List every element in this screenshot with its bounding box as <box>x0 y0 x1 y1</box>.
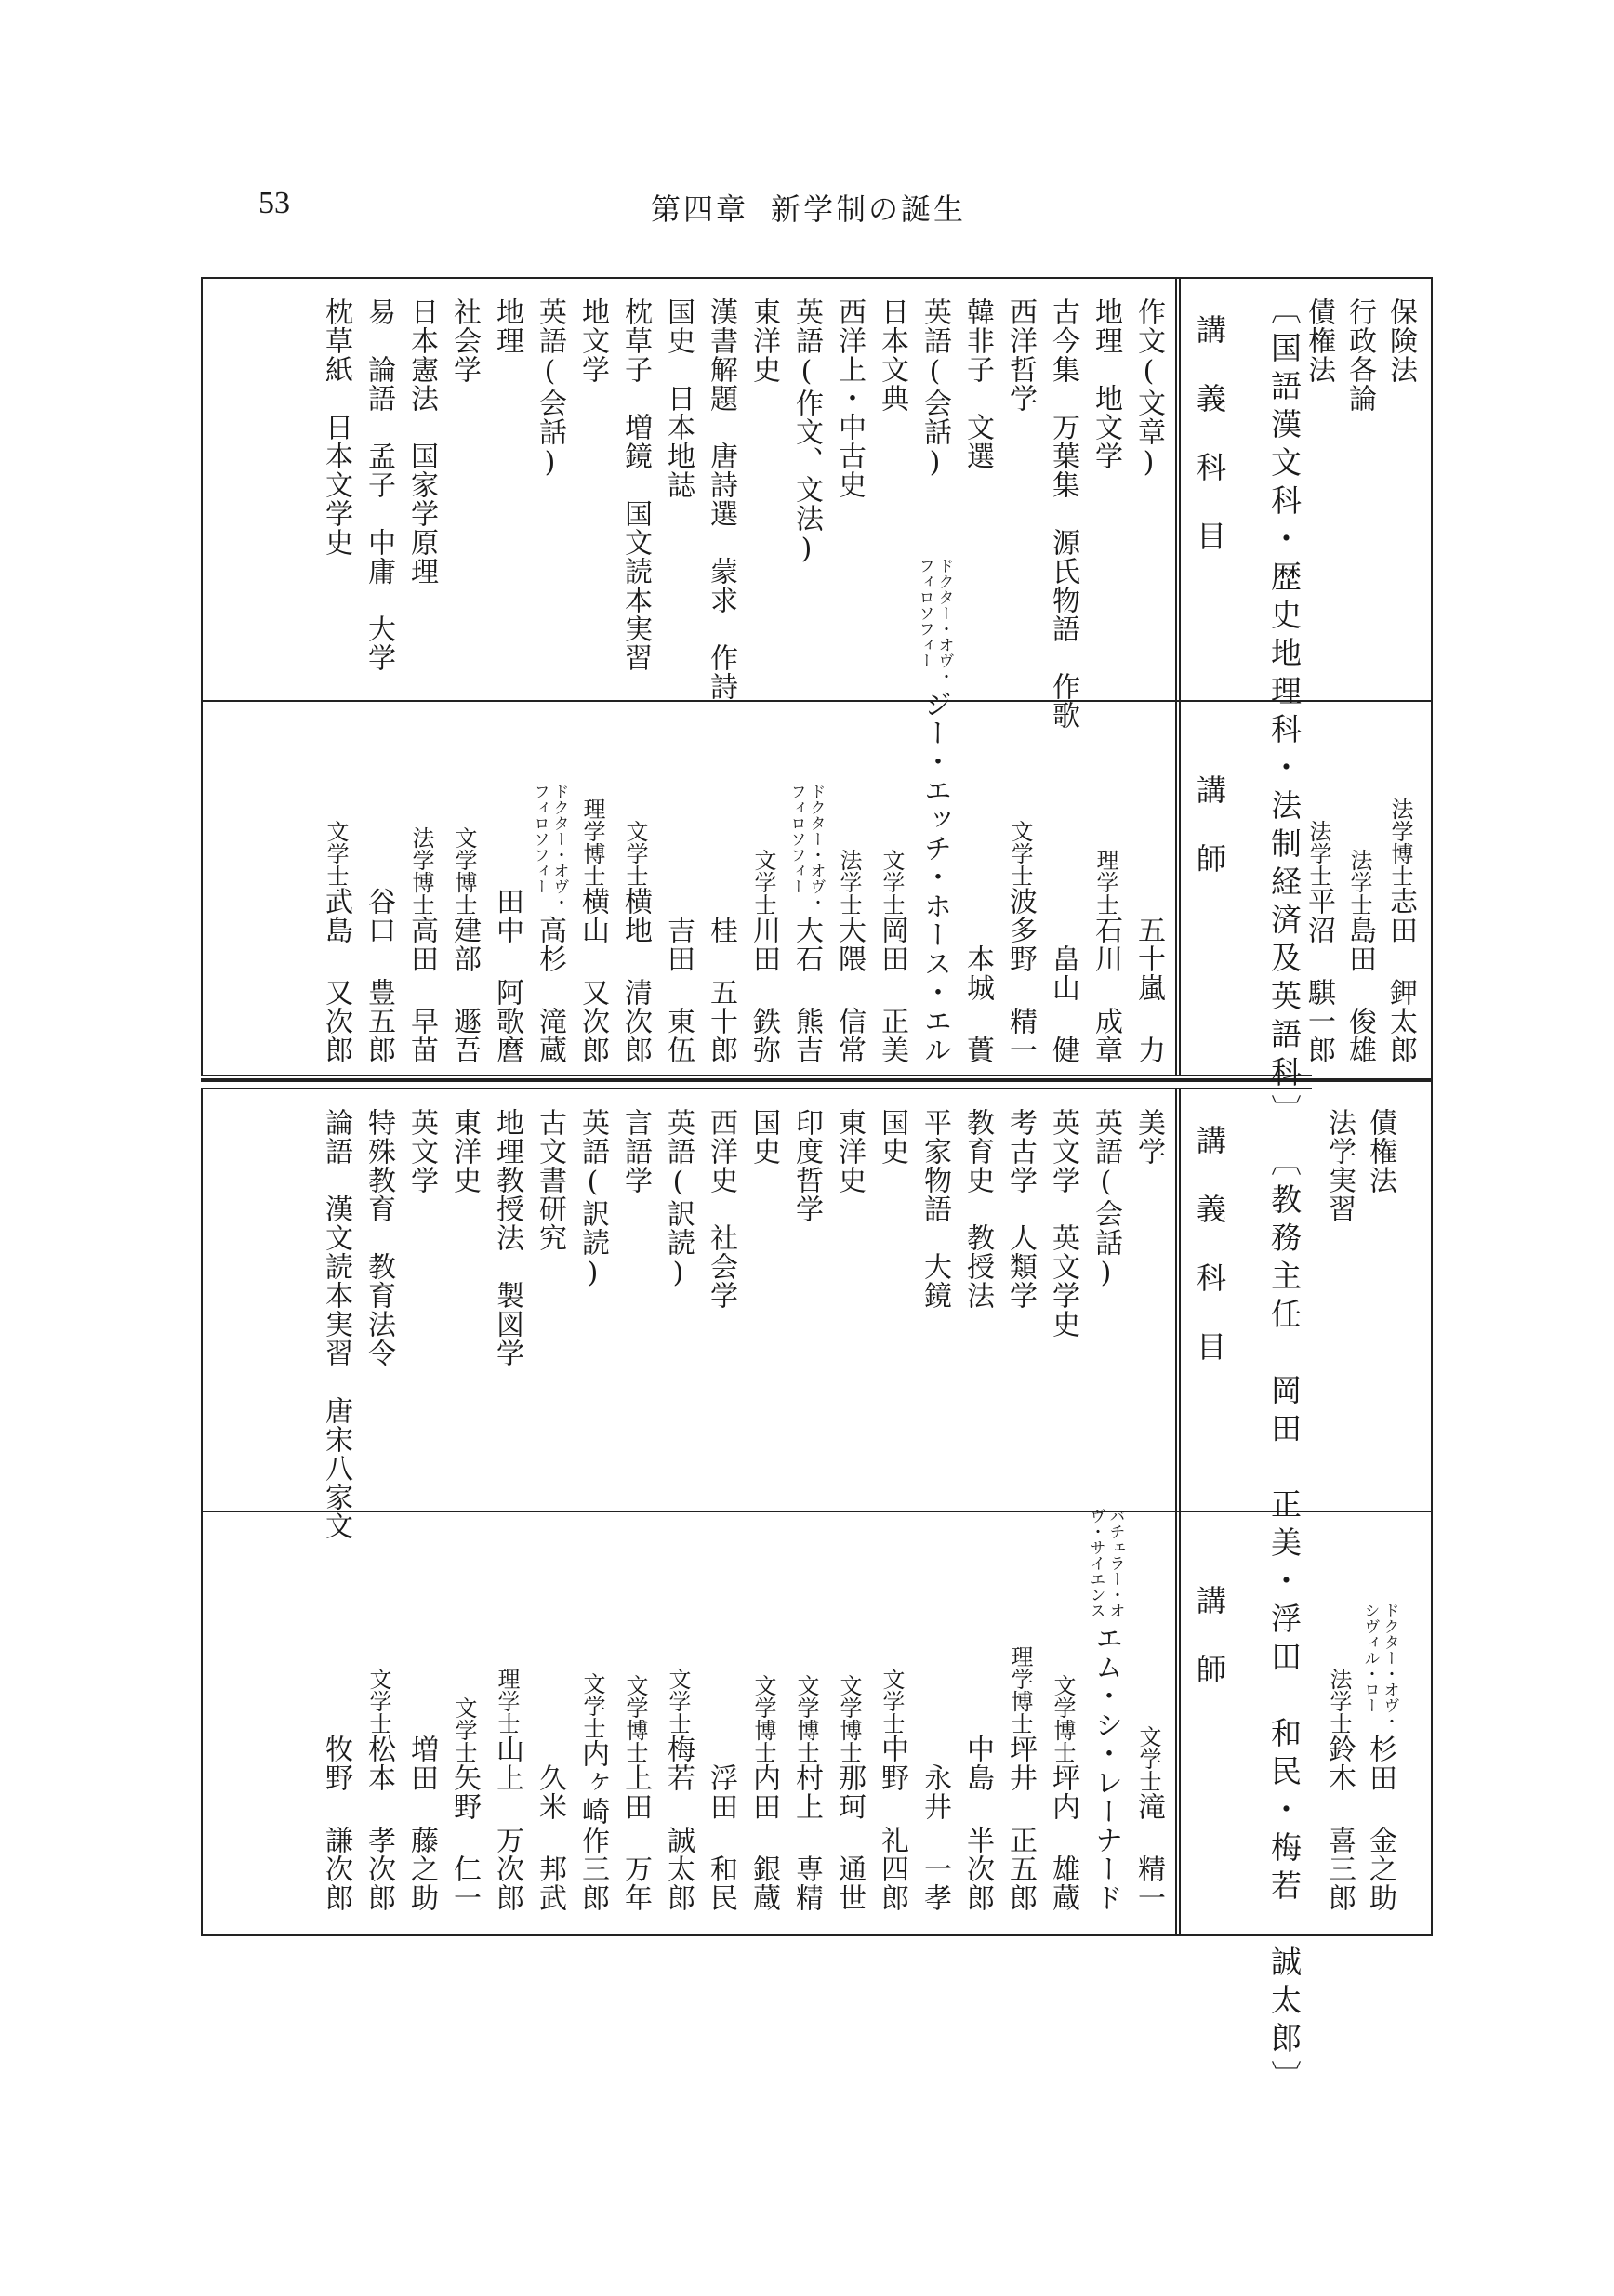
right-block-subject-text: 易 論語 孟子 中庸 大学 <box>363 297 395 672</box>
left-block-name: 梅若 誠太郎 <box>662 1735 695 1912</box>
left-block-subject-text: 論語 漢文読本実習 唐宋八家文 <box>320 1108 352 1540</box>
right-block-teacher <box>999 711 1041 1064</box>
left-block-title: 文学士 <box>365 1668 391 1735</box>
left-block-subject <box>827 1108 870 1194</box>
right-block-subject <box>913 297 956 480</box>
right-block-subject-text: 英語(会話) <box>919 297 951 480</box>
right-block-subject-text: 国史 日本地誌 <box>662 297 695 499</box>
lower-top-subject <box>1317 1108 1360 1223</box>
upper-subjects-header <box>1188 314 1231 589</box>
right-block-subject-text: 枕草子 増鏡 国文読本実習 <box>619 297 652 672</box>
left-block-name: 村上 専精 <box>790 1763 823 1912</box>
lower-top-teacher <box>1358 1522 1401 1912</box>
right-block-title: 文学士 <box>750 849 776 916</box>
left-block-subject <box>785 1108 827 1223</box>
left-block-teacher <box>1127 1522 1170 1912</box>
right-block-subject <box>571 297 614 384</box>
chapter-title: 新学制の誕生 <box>771 191 967 227</box>
right-block-name: 大隈 信常 <box>833 916 866 1064</box>
right-block-subject <box>1084 297 1127 470</box>
left-block-teacher <box>1084 1508 1127 1912</box>
left-block-title: 文学博士 <box>1050 1674 1076 1763</box>
right-block-name: 波多野 精一 <box>1004 887 1037 1064</box>
right-block-name: 建部 遯吾 <box>448 916 481 1064</box>
lower-top-title-line: ドクター・オヴ・ <box>1380 1603 1399 1729</box>
right-block-subject-text: 日本憲法 国家学原理 <box>405 297 438 586</box>
right-block-name: 吉田 東伍 <box>662 916 695 1064</box>
right-block-subject <box>528 297 571 480</box>
left-block-subject <box>999 1108 1041 1310</box>
right-block-name: 高田 早苗 <box>405 916 438 1064</box>
left-block-title: 理学博士 <box>1007 1645 1033 1735</box>
top-block-name: 志田 鉀太郎 <box>1384 887 1417 1064</box>
left-block-subject <box>1084 1108 1127 1290</box>
left-block-title: 理学士 <box>494 1668 520 1735</box>
right-block-title: 文学士 <box>323 820 349 887</box>
right-block-teacher <box>785 711 827 1064</box>
top-block-teacher <box>1338 711 1381 1064</box>
right-block-teacher <box>1041 711 1084 1064</box>
right-block-teacher <box>1127 711 1170 1064</box>
left-block-teacher <box>443 1522 485 1912</box>
right-block-title: 文学士 <box>622 820 648 887</box>
lower-teacher-header <box>1188 1585 1231 1722</box>
left-block-name: 上田 万年 <box>619 1763 652 1912</box>
top-block-name: 平沼 騏一郎 <box>1303 887 1335 1064</box>
right-block-name: 大石 熊吉 <box>790 916 823 1064</box>
right-block-teacher <box>485 711 528 1064</box>
top-block-subject-text: 保険法 <box>1384 297 1417 384</box>
right-block-subject <box>785 297 827 566</box>
right-block-title-pair <box>787 784 826 910</box>
right-block-title-line: ドクター・オヴ・ <box>806 784 826 910</box>
chapter-label: 第四章 <box>651 191 749 227</box>
right-block-subject <box>1127 297 1170 480</box>
left-block-name: 松本 孝次郎 <box>363 1735 395 1912</box>
right-block-subject <box>699 297 742 701</box>
left-block-teacher <box>571 1522 614 1912</box>
half-separator-rule <box>201 1078 1312 1082</box>
left-block-subject-text: 教育史 教授法 <box>961 1108 994 1310</box>
upper-teacher-header <box>1188 774 1231 912</box>
left-block-teacher <box>1041 1522 1084 1912</box>
right-block-title-pair <box>916 558 954 684</box>
left-block-subject-text: 印度哲学 <box>790 1108 823 1223</box>
right-block-subject-text: 西洋哲学 <box>1004 297 1037 413</box>
right-block-name: 横地 清次郎 <box>619 887 652 1064</box>
lower-subjects-header <box>1188 1125 1231 1400</box>
top-block-subject <box>1379 297 1422 384</box>
left-block-subject <box>357 1108 400 1367</box>
right-block-teacher <box>357 711 400 1064</box>
right-block-title-line: フィロソフィー <box>787 784 806 894</box>
right-block-teacher <box>699 711 742 1064</box>
left-block-subject-text: 美学 <box>1132 1108 1165 1166</box>
right-block-subject <box>956 297 999 470</box>
left-block-subject-text: 考古学 人類学 <box>1004 1108 1037 1310</box>
right-block-subject <box>485 297 528 355</box>
lower-top-name: 杉田 金之助 <box>1364 1735 1396 1912</box>
left-block-teacher <box>614 1522 656 1912</box>
left-block-title: 文学士 <box>451 1696 477 1763</box>
left-block-subject <box>314 1108 357 1540</box>
right-block-teacher <box>400 711 443 1064</box>
left-block-teacher <box>357 1522 400 1912</box>
left-block-teacher <box>956 1522 999 1912</box>
department-note: 〔国語漢文科・歴史地理科・法制経済及英語科〕 <box>1266 294 1303 1132</box>
right-block-name: ジー・エッチ・ホース・エル <box>919 690 951 1064</box>
lower-top-subject <box>1358 1108 1401 1194</box>
right-block-subject <box>870 297 913 413</box>
right-block-subject <box>314 297 357 557</box>
left-block-title: 文学士 <box>879 1668 905 1735</box>
left-block-teacher <box>870 1522 913 1912</box>
department-notes-column <box>1256 294 1312 2098</box>
lower-top-title: 法学士 <box>1326 1668 1352 1735</box>
left-block-name: 滝 精一 <box>1132 1792 1165 1912</box>
top-block-teacher <box>1297 711 1340 1064</box>
left-block-name: 浮田 和民 <box>705 1763 737 1912</box>
left-block-subject <box>485 1108 528 1367</box>
left-block-name: 那珂 通世 <box>833 1763 866 1912</box>
left-block-name: 牧野 謙次郎 <box>320 1735 352 1912</box>
right-block-subject-text: 英語(作文、文法) <box>790 297 823 566</box>
top-block-subject-text: 行政各論 <box>1343 297 1376 413</box>
left-block-name: 矢野 仁一 <box>448 1763 481 1912</box>
left-block-title: 文学博士 <box>622 1674 648 1763</box>
right-block-title: 文学博士 <box>451 826 477 916</box>
left-block-subject-text: 地理教授法 製図学 <box>491 1108 523 1367</box>
right-block-title-line: ドクター・オヴ・ <box>934 558 954 684</box>
left-block-subject <box>742 1108 785 1166</box>
left-block-subject-text: 言語学 <box>619 1108 652 1194</box>
left-block-subject <box>699 1108 742 1310</box>
left-block-subject <box>614 1108 656 1194</box>
right-block-subject-text: 地理 地文学 <box>1090 297 1122 470</box>
upper-subjects-header-text: 講義科目 <box>1192 314 1227 589</box>
right-block-teacher <box>528 711 571 1064</box>
right-block-title-line: フィロソフィー <box>530 784 549 894</box>
right-block-subject <box>443 297 485 384</box>
lower-subjects-header-text: 講義科目 <box>1192 1125 1227 1400</box>
top-block-title: 法学博士 <box>1387 798 1413 887</box>
left-block-title-line: ヴ・サイエンス <box>1086 1508 1105 1618</box>
right-block-teacher <box>742 711 785 1064</box>
left-block-title-pair <box>1087 1508 1125 1618</box>
left-block-title: 文学士 <box>1135 1725 1161 1792</box>
right-block-teacher <box>1084 711 1127 1064</box>
lower-top-teacher <box>1317 1522 1360 1912</box>
lower-teacher-header-text: 講師 <box>1192 1585 1227 1722</box>
left-block-name: 永井 一孝 <box>919 1763 951 1912</box>
left-block-teacher <box>314 1522 357 1912</box>
right-block-title: 理学士 <box>1092 849 1118 916</box>
left-block-teacher <box>400 1522 443 1912</box>
left-block-subject-text: 英語(訳読) <box>662 1108 695 1290</box>
left-block-name: 中島 半次郎 <box>961 1735 994 1912</box>
left-block-subject-text: 平家物語 大鏡 <box>919 1108 951 1310</box>
right-block-teacher <box>956 711 999 1064</box>
right-block-name: 五十嵐 力 <box>1132 916 1165 1064</box>
right-block-subject-text: 漢書解題 唐詩選 蒙求 作詩 <box>705 297 737 701</box>
left-block-teacher <box>913 1522 956 1912</box>
right-block-name: 川田 鉄弥 <box>747 916 780 1064</box>
top-block-teacher <box>1379 711 1422 1064</box>
right-block-subject <box>357 297 400 672</box>
left-block-subject <box>956 1108 999 1310</box>
left-block-subject-text: 英語(会話) <box>1090 1108 1122 1290</box>
left-block-subject-text: 西洋史 社会学 <box>705 1108 737 1310</box>
right-block-name: 桂 五十郎 <box>705 916 737 1064</box>
right-block-title: 文学士 <box>1007 820 1033 887</box>
left-block-teacher <box>656 1522 699 1912</box>
left-block-teacher <box>528 1522 571 1912</box>
right-block-subject-text: 西洋上・中古史 <box>833 297 866 499</box>
right-block-title: 文学士 <box>879 849 905 916</box>
left-block-name: 内田 銀蔵 <box>747 1763 780 1912</box>
left-block-title: 文学博士 <box>836 1674 862 1763</box>
right-block-subject <box>400 297 443 586</box>
right-block-title-pair <box>531 784 569 910</box>
left-block-title: 文学士 <box>579 1672 605 1739</box>
right-block-subject <box>614 297 656 672</box>
lower-top-block-rule <box>1312 1511 1433 1512</box>
left-block-subject-text: 英文学 英文学史 <box>1047 1108 1079 1339</box>
upper-subject-teacher-rule <box>201 700 1312 702</box>
right-block-name: 高杉 滝蔵 <box>534 916 566 1064</box>
left-block-subject <box>528 1108 571 1252</box>
right-block-teacher <box>443 711 485 1064</box>
right-block-subject-text: 日本文典 <box>876 297 908 413</box>
right-block-subject-text: 地文学 <box>576 297 609 384</box>
left-block-subject <box>1127 1108 1170 1166</box>
left-block-subject-text: 国史 <box>747 1108 780 1166</box>
left-block-name: エム・シ・レーナード <box>1090 1624 1122 1912</box>
left-block-teacher <box>785 1522 827 1912</box>
left-block-name: 増田 藤之助 <box>405 1735 438 1912</box>
right-block-teacher <box>571 711 614 1064</box>
right-block-subject <box>999 297 1041 413</box>
left-block-subject-text: 英語(訳読) <box>576 1108 609 1290</box>
top-block-subject <box>1297 297 1340 384</box>
lower-top-title-pair <box>1361 1603 1399 1729</box>
page-number: 53 <box>258 186 290 220</box>
right-block-subject-text: 韓非子 文選 <box>961 297 994 470</box>
left-block-subject-text: 英文学 <box>405 1108 438 1194</box>
left-block-name: 久米 邦武 <box>534 1763 566 1912</box>
upper-teacher-header-text: 講師 <box>1192 774 1227 912</box>
right-block-title: 法学博士 <box>408 826 434 916</box>
right-block-name: 武島 又次郎 <box>320 887 352 1064</box>
left-block-subject <box>1041 1108 1084 1339</box>
left-block-subject <box>400 1108 443 1194</box>
left-block-subject <box>443 1108 485 1194</box>
lower-top-name: 鈴木 喜三郎 <box>1323 1735 1356 1912</box>
right-block-title: 法学士 <box>836 849 862 916</box>
right-block-subject-text: 作文(文章) <box>1132 297 1165 480</box>
left-block-subject-text: 東洋史 <box>833 1108 866 1194</box>
right-block-teacher <box>827 711 870 1064</box>
right-block-name: 岡田 正美 <box>876 916 908 1064</box>
left-block-subject-text: 特殊教育 教育法令 <box>363 1108 395 1367</box>
right-block-subject-text: 東洋史 <box>747 297 780 384</box>
top-block-subject <box>1338 297 1381 413</box>
top-block-title: 法学士 <box>1346 849 1372 916</box>
right-block-teacher <box>656 711 699 1064</box>
right-block-teacher <box>314 711 357 1064</box>
left-block-subject-text: 東洋史 <box>448 1108 481 1194</box>
right-block-teacher <box>870 711 913 1064</box>
right-block-name: 石川 成章 <box>1090 916 1122 1064</box>
top-block-name: 島田 俊雄 <box>1343 916 1376 1064</box>
right-block-subject-text: 枕草紙 日本文学史 <box>320 297 352 557</box>
chief-note: 〔教務主任 岡田 正美・浮田 和民・梅若 誠太郎〕 <box>1266 1145 1303 2098</box>
lower-top-title-line: シヴィル・ロー <box>1360 1603 1380 1713</box>
left-block-name: 内ヶ崎作三郎 <box>576 1739 609 1912</box>
left-block-title: 文学博士 <box>793 1674 819 1763</box>
left-block-teacher <box>999 1522 1041 1912</box>
right-block-subject <box>1041 297 1084 730</box>
left-block-name: 中野 礼四郎 <box>876 1735 908 1912</box>
lower-top-subject-text: 債権法 <box>1364 1108 1396 1194</box>
right-block-name: 谷口 豊五郎 <box>363 887 395 1064</box>
left-block-name: 坪井 正五郎 <box>1004 1735 1037 1912</box>
top-block-band <box>1312 1078 1433 1082</box>
left-block-teacher <box>827 1522 870 1912</box>
lower-subject-teacher-rule <box>201 1511 1312 1512</box>
lower-top-subject-text: 法学実習 <box>1323 1108 1356 1223</box>
running-head <box>651 186 966 229</box>
left-block-teacher <box>485 1522 528 1912</box>
right-block-subject <box>827 297 870 499</box>
right-block-name: 横山 又次郎 <box>576 887 609 1064</box>
left-block-subject <box>656 1108 699 1290</box>
left-block-title: 文学博士 <box>750 1674 776 1763</box>
curriculum-table <box>201 277 1433 2098</box>
right-block-name: 畠山 健 <box>1047 944 1079 1064</box>
right-block-subject-text: 地理 <box>491 297 523 355</box>
right-block-title: 理学博士 <box>579 798 605 887</box>
right-block-subject-text: 英語(会話) <box>534 297 566 480</box>
top-block-subject-text: 債権法 <box>1303 297 1335 384</box>
left-block-subject-text: 国史 <box>876 1108 908 1166</box>
right-block-title-line: フィロソフィー <box>915 558 934 668</box>
upper-header-rule-2 <box>1179 277 1181 1076</box>
top-block-title: 法学士 <box>1305 820 1331 887</box>
left-block-subject <box>913 1108 956 1310</box>
right-block-teacher <box>913 558 956 1064</box>
right-block-subject-text: 古今集 万葉集 源氏物語 作歌 <box>1047 297 1079 730</box>
left-block-name: 山上 万次郎 <box>491 1735 523 1912</box>
right-block-name: 本城 蕢 <box>961 944 994 1064</box>
right-block-subject <box>656 297 699 499</box>
right-block-subject-text: 社会学 <box>448 297 481 384</box>
left-block-subject <box>571 1108 614 1290</box>
left-block-name: 坪内 雄蔵 <box>1047 1763 1079 1912</box>
right-block-teacher <box>614 711 656 1064</box>
left-block-subject-text: 古文書研究 <box>534 1108 566 1252</box>
left-block-subject <box>870 1108 913 1166</box>
left-block-teacher <box>742 1522 785 1912</box>
right-block-title-line: ドクター・オヴ・ <box>549 784 569 910</box>
left-block-title: 文学士 <box>665 1668 691 1735</box>
right-block-subject <box>742 297 785 384</box>
left-block-title-line: バチェラー・オ <box>1105 1508 1125 1618</box>
top-block-rule <box>1312 700 1433 702</box>
right-block-name: 田中 阿歌麿 <box>491 887 523 1064</box>
left-block-teacher <box>699 1522 742 1912</box>
upper-header-rule <box>1175 277 1177 1076</box>
